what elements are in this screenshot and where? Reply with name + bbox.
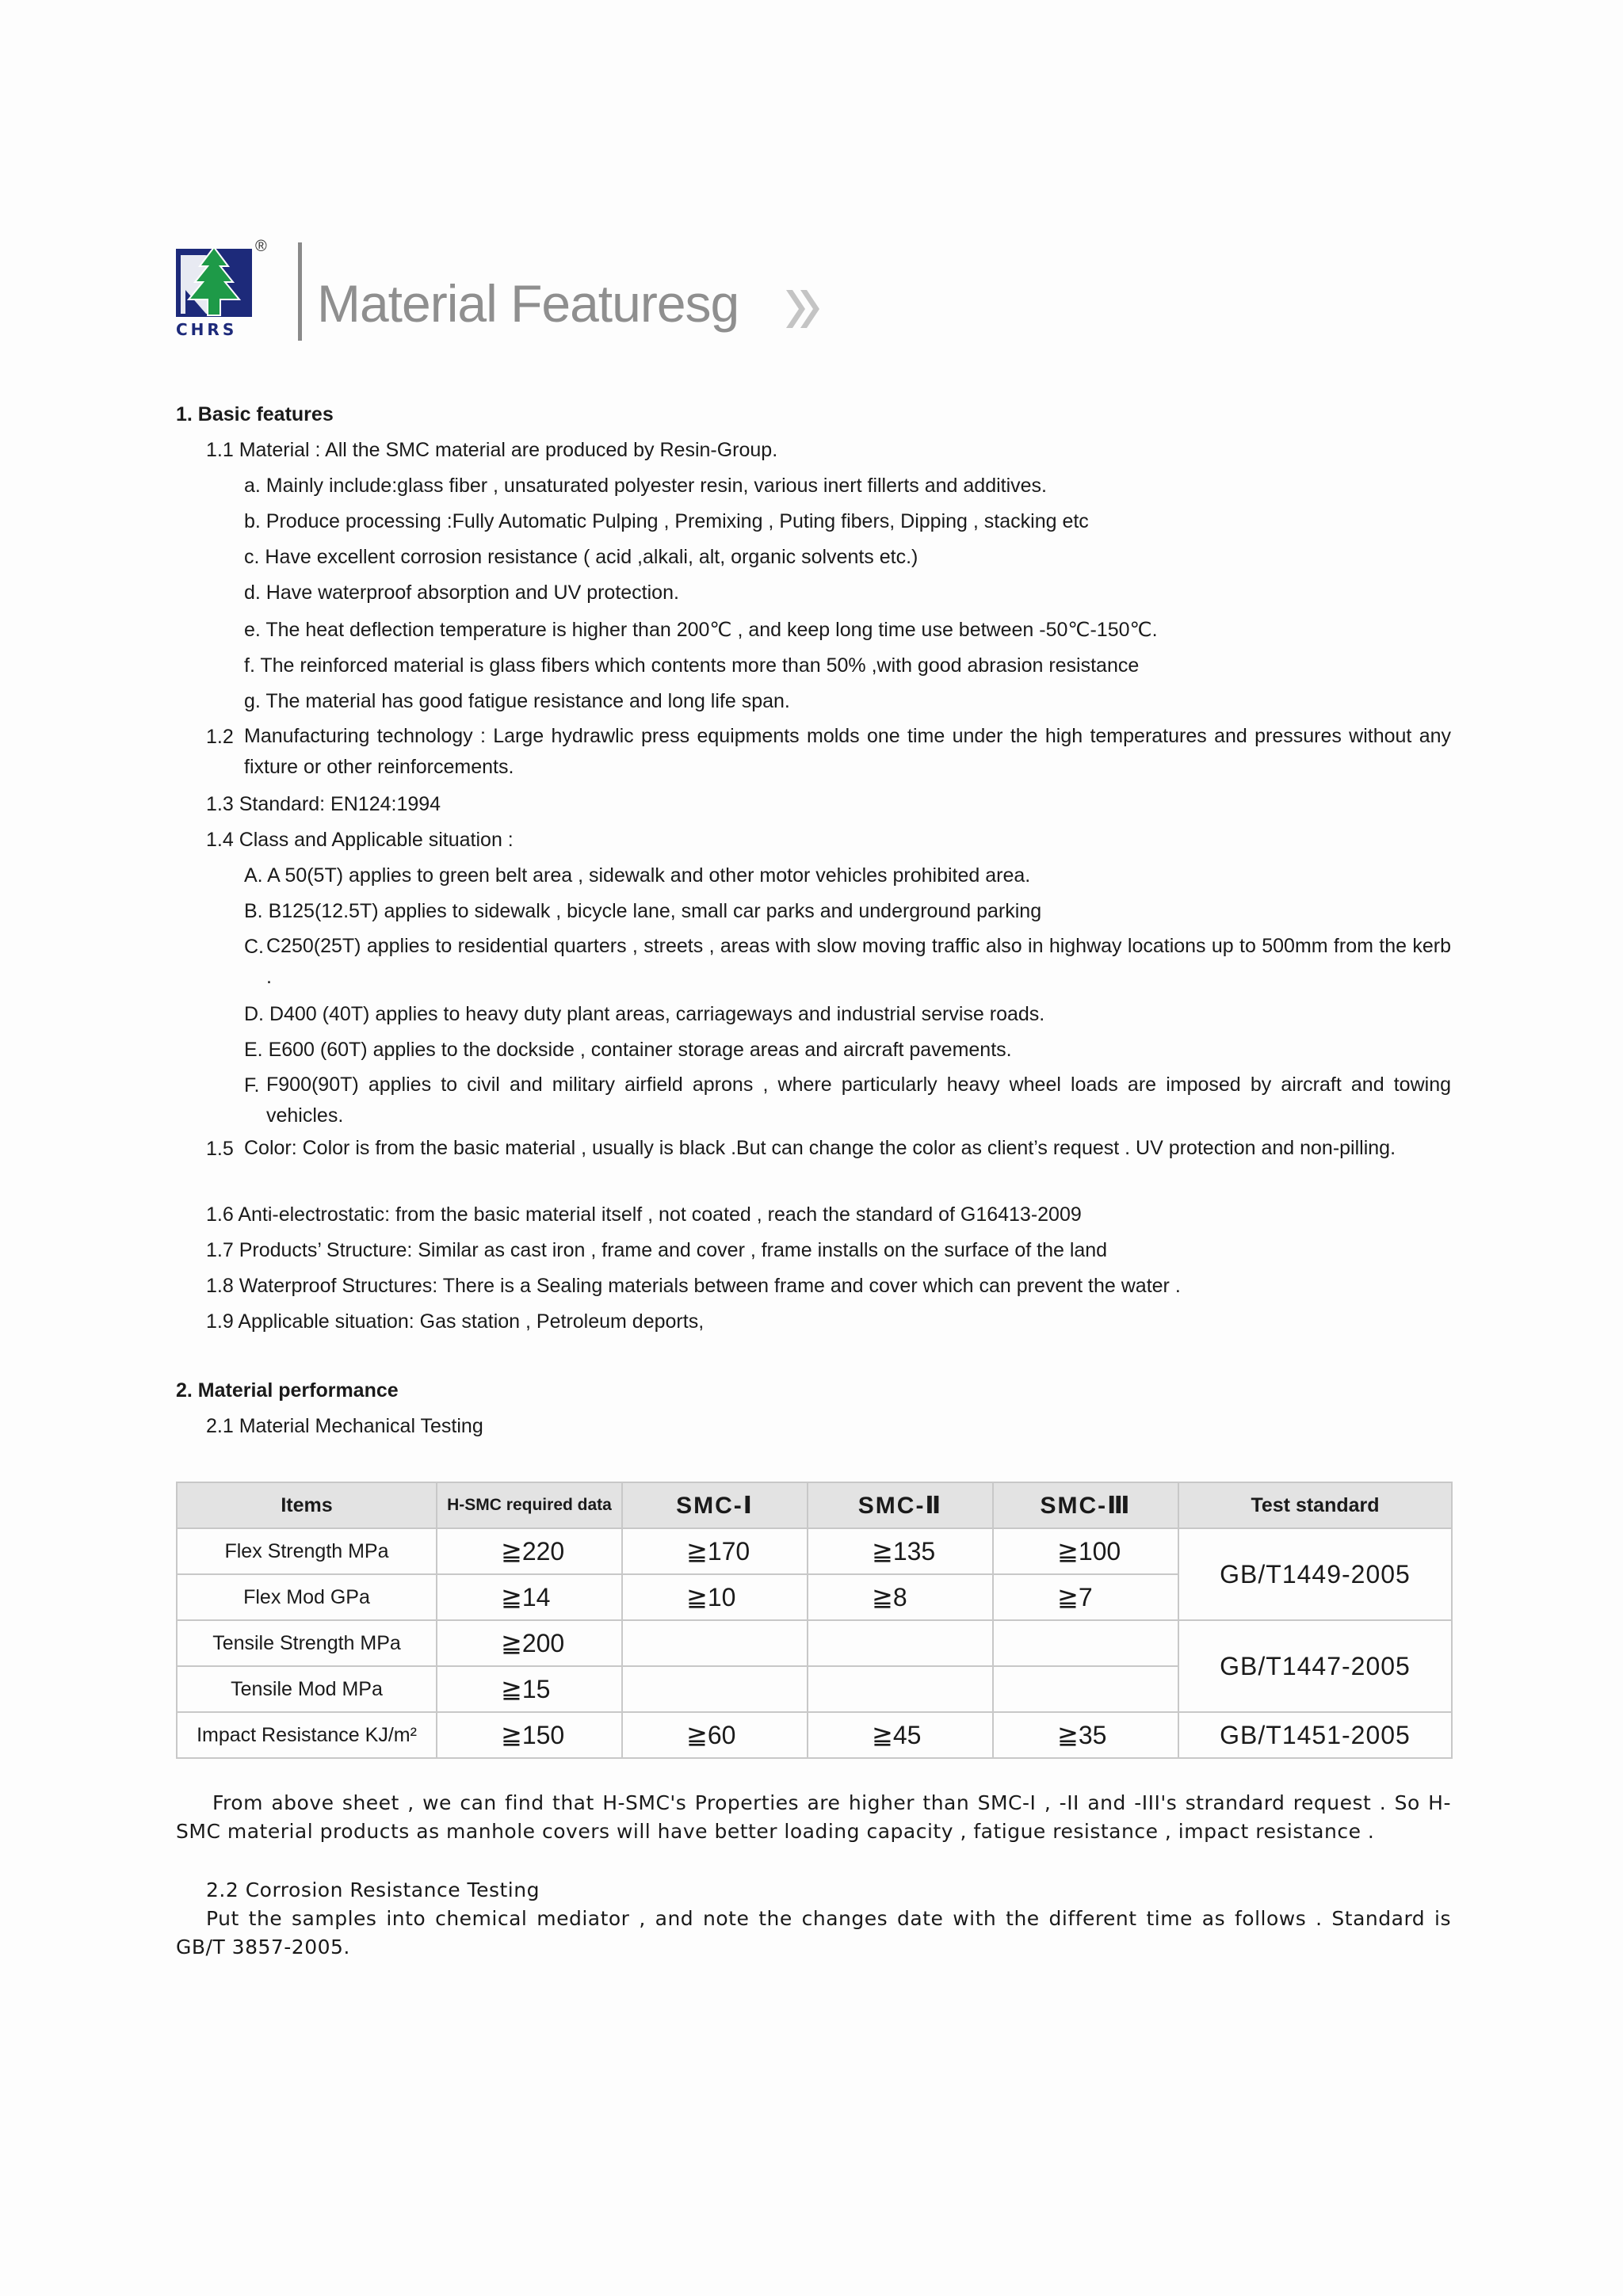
registered-mark: ® <box>255 238 267 255</box>
item-1-4-f-label: F. <box>244 1074 260 1097</box>
section-heading-basic-features: 1. Basic features <box>176 403 334 425</box>
header-hsmc: H-SMC required data <box>437 1482 622 1528</box>
item-1-1-g: g. The material has good fatigue resistance and long life span. <box>244 690 790 712</box>
table-header-row <box>177 1482 1452 1528</box>
item-1-4-d: D. D400 (40T) applies to heavy duty plant areas, carriageways and industrial servise roads. <box>244 1003 1045 1025</box>
logo-text: CHRS <box>176 320 238 339</box>
item-1-4-c: C250(25T) applies to residential quarters , streets , areas with slow moving traffic also in highway locations up to 500mm from the kerb . <box>266 935 1451 988</box>
cell-hsmc: ≧200 <box>437 1620 622 1666</box>
item-1-4-b: B. B125(12.5T) applies to sidewalk , bicycle lane, small car parks and underground parking <box>244 900 1042 922</box>
cell-smc2: ≧45 <box>808 1712 993 1758</box>
mechanical-testing-table <box>176 1482 1453 1759</box>
cell-standard: GB/T1449-2005 <box>1178 1528 1452 1620</box>
cell-smc1: ≧170 <box>622 1528 808 1574</box>
item-1-4-f: F900(90T) applies to civil and military airfield aprons , where particularly heavy wheel loads are imposed by aircraft and towing vehicles. <box>266 1074 1451 1127</box>
cell-hsmc: ≧220 <box>437 1528 622 1574</box>
table-row <box>177 1528 1452 1574</box>
item-1-3: 1.3 Standard: EN124:1994 <box>206 793 441 815</box>
header-smc-1: SMC-Ⅰ <box>622 1482 808 1528</box>
item-1-4: 1.4 Class and Applicable situation : <box>206 829 514 851</box>
item-1-8: 1.8 Waterproof Structures: There is a Sealing materials between frame and cover which can prevent the water . <box>206 1275 1181 1297</box>
double-chevron-icon <box>785 287 824 331</box>
cell-item: Flex Strength MPa <box>177 1528 437 1574</box>
item-1-6: 1.6 Anti-electrostatic: from the basic material itself , not coated , reach the standard of G16413-2009 <box>206 1203 1082 1226</box>
cell-standard: GB/T1447-2005 <box>1178 1620 1452 1712</box>
page-title: Material Featuresg <box>317 274 739 333</box>
header-items: Items <box>177 1482 437 1528</box>
header-divider <box>298 242 302 341</box>
item-1-4-a: A. A 50(5T) applies to green belt area , sidewalk and other motor vehicles prohibited area. <box>244 864 1031 887</box>
item-1-1: 1.1 Material : All the SMC material are produced by Resin-Group. <box>206 439 778 461</box>
header-smc-2: SMC-Ⅱ <box>808 1482 993 1528</box>
cell-smc1: ≧10 <box>622 1574 808 1620</box>
cell-hsmc: ≧150 <box>437 1712 622 1758</box>
item-1-4-c-label: C. <box>244 936 264 958</box>
item-1-1-f: f. The reinforced material is glass fibers which contents more than 50% ,with good abrasion resistance <box>244 654 1140 677</box>
item-1-1-a: a. Mainly include:glass fiber , unsaturated polyester resin, various inert fillerts and additives. <box>244 475 1048 497</box>
item-1-2-number: 1.2 <box>206 726 234 748</box>
table-row <box>177 1712 1452 1758</box>
cell-smc1: ≧60 <box>622 1712 808 1758</box>
item-1-5-number: 1.5 <box>206 1138 234 1160</box>
cell-smc3: ≧100 <box>993 1528 1178 1574</box>
cell-smc3 <box>993 1666 1178 1712</box>
cell-item: Impact Resistance KJ/m² <box>177 1712 437 1758</box>
cell-smc2 <box>808 1666 993 1712</box>
section-heading-material-performance: 2. Material performance <box>176 1379 399 1402</box>
item-1-4-e: E. E600 (60T) applies to the dockside , container storage areas and aircraft pavements. <box>244 1039 1012 1061</box>
item-2-1: 2.1 Material Mechanical Testing <box>206 1415 483 1437</box>
item-1-1-d: d. Have waterproof absorption and UV protection. <box>244 582 679 604</box>
cell-smc2: ≧135 <box>808 1528 993 1574</box>
cell-smc1 <box>622 1620 808 1666</box>
cell-item: Flex Mod GPa <box>177 1574 437 1620</box>
header-smc-3: SMC-Ⅲ <box>993 1482 1178 1528</box>
table-summary: From above sheet , we can find that H-SMC's Properties are higher than SMC-I , -II and -III's strandard request . So H-SMC material products as manhole covers will have better loading capacity , fatigue resistance , impact resistance . <box>176 1791 1451 1843</box>
cell-item: Tensile Strength MPa <box>177 1620 437 1666</box>
cell-hsmc: ≧14 <box>437 1574 622 1620</box>
item-1-9: 1.9 Applicable situation: Gas station , Petroleum deports, <box>206 1310 705 1333</box>
table-row <box>177 1620 1452 1666</box>
header-test-standard: Test standard <box>1178 1482 1452 1528</box>
item-1-1-b: b. Produce processing :Fully Automatic Pulping , Premixing , Puting fibers, Dipping , stacking etc <box>244 510 1089 532</box>
cell-smc2 <box>808 1620 993 1666</box>
cell-standard: GB/T1451-2005 <box>1178 1712 1452 1758</box>
cell-smc3: ≧35 <box>993 1712 1178 1758</box>
item-1-5: Color: Color is from the basic material , usually is black .But can change the color as client’s request . UV protection and non-pilling. <box>244 1137 1396 1159</box>
cell-hsmc: ≧15 <box>437 1666 622 1712</box>
cell-item: Tensile Mod MPa <box>177 1666 437 1712</box>
item-1-2: Manufacturing technology : Large hydrawlic press equipments molds one time under the high temperatures and pressures without any fixture or other reinforcements. <box>244 725 1451 778</box>
cell-smc1 <box>622 1666 808 1712</box>
item-2-2: 2.2 Corrosion Resistance Testing <box>206 1878 540 1901</box>
cell-smc3 <box>993 1620 1178 1666</box>
cell-smc2: ≧8 <box>808 1574 993 1620</box>
item-1-7: 1.7 Products’ Structure: Similar as cast iron , frame and cover , frame installs on the surface of the land <box>206 1239 1108 1261</box>
item-1-1-c: c. Have excellent corrosion resistance ( acid ,alkali, alt, organic solvents etc.) <box>244 546 918 568</box>
item-1-1-e: e. The heat deflection temperature is higher than 200℃ , and keep long time use between -50℃-150℃. <box>244 619 1158 641</box>
item-2-2-text: Put the samples into chemical mediator , and note the changes date with the different time as follows . Standard is GB/T 3857-2005. <box>176 1907 1451 1958</box>
cell-smc3: ≧7 <box>993 1574 1178 1620</box>
